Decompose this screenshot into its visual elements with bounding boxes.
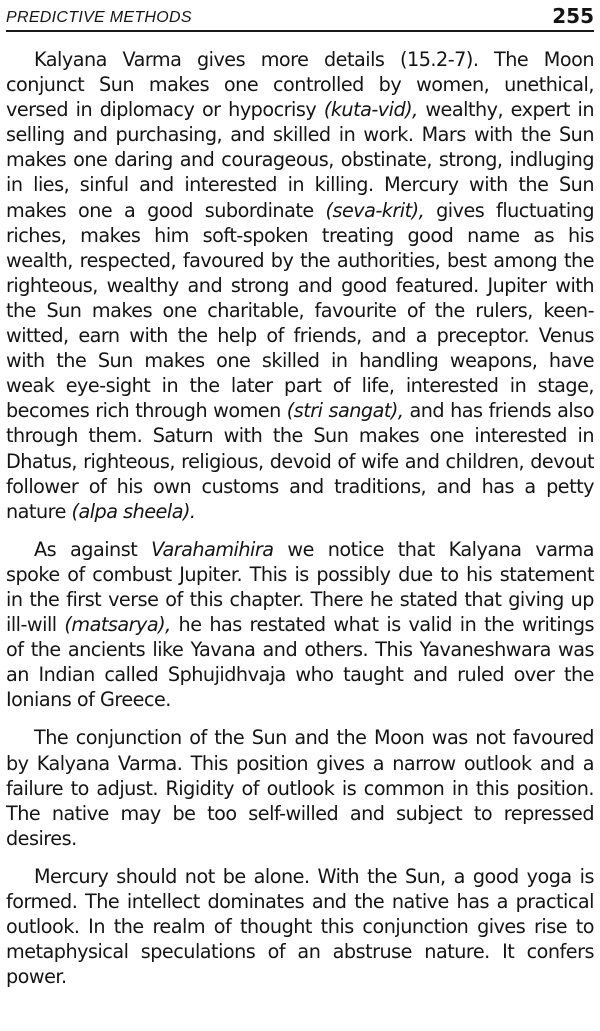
text-segment: we notice that Kalyana varma spoke of combust Jupiter. This is possibly due to his statement in the first verse of this chapter. There he stated that giving up ill-will [6,537,594,637]
italic-term: (kuta-vid), [323,98,418,122]
paragraph-3 [6,725,594,850]
paragraph-4 [6,864,594,989]
italic-term: (matsarya), [64,613,171,637]
text-segment: Mercury should not be alone. With the Sun, a good yoga is formed. The intellect dominates and the native has a practical outlook. In the realm of thought this conjunction gives rise to metaphysical speculations of an abstruse nature. It confers power. [6,864,594,989]
italic-term: Varahamihira [151,537,274,561]
text-segment: Kalyana Varma gives more details (15.2-7). The Moon conjunct Sun makes one controlled by women, unethical, versed in diplomacy or hypocrisy [6,48,594,122]
paragraph-1 [6,47,594,524]
page-body [6,47,594,1002]
italic-term: (stri sangat), [286,399,404,423]
text-segment: As against [34,537,152,561]
text-segment: The conjunction of the Sun and the Moon was not favoured by Kalyana Varma. This position gives a narrow outlook and a failure to adjust. Rigidity of outlook is common in this position. The native may be too self-willed and subject to repressed desires. [6,726,594,850]
page-header [6,2,594,32]
running-head: PREDICTIVE METHODS [6,9,192,26]
text-segment: and has friends also through them. Saturn with the Sun makes one interested in Dhatus, righteous, religious, devoid of wife and children, devout follower of his own customs and traditions, and has a petty nature [6,399,594,523]
italic-term: (alpa sheela). [71,499,196,523]
paragraph-2 [6,537,594,713]
text-segment: he has restated what is valid in the writings of the ancients like Yavana and others. This Yavaneshwara was an Indian called Sphujidhvaja who taught and ruled over the Ionians of Greece. [6,613,594,712]
text-segment: gives fluctuating riches, makes him soft-spoken treating good name as his wealth, respected, favoured by the authorities, best among the righteous, wealthy and strong and good featured. Jupiter with the Sun makes one charitable, favourite of the rulers, keen-witted, earn with the help of friends, and a preceptor. Venus with the Sun makes one skilled in handling weapons, have weak eye-sight in the later part of life, interested in stage, becomes rich through women [6,198,594,423]
italic-term: (seva-krit), [325,198,425,222]
text-segment: wealthy, expert in selling and purchasing, and skilled in work. Mars with the Sun makes one daring and courageous, obstinate, strong, indluging in lies, sinful and interested in killing. Mercury with the Sun makes one a good subordinate [6,98,594,222]
page-number: 255 [552,4,594,28]
